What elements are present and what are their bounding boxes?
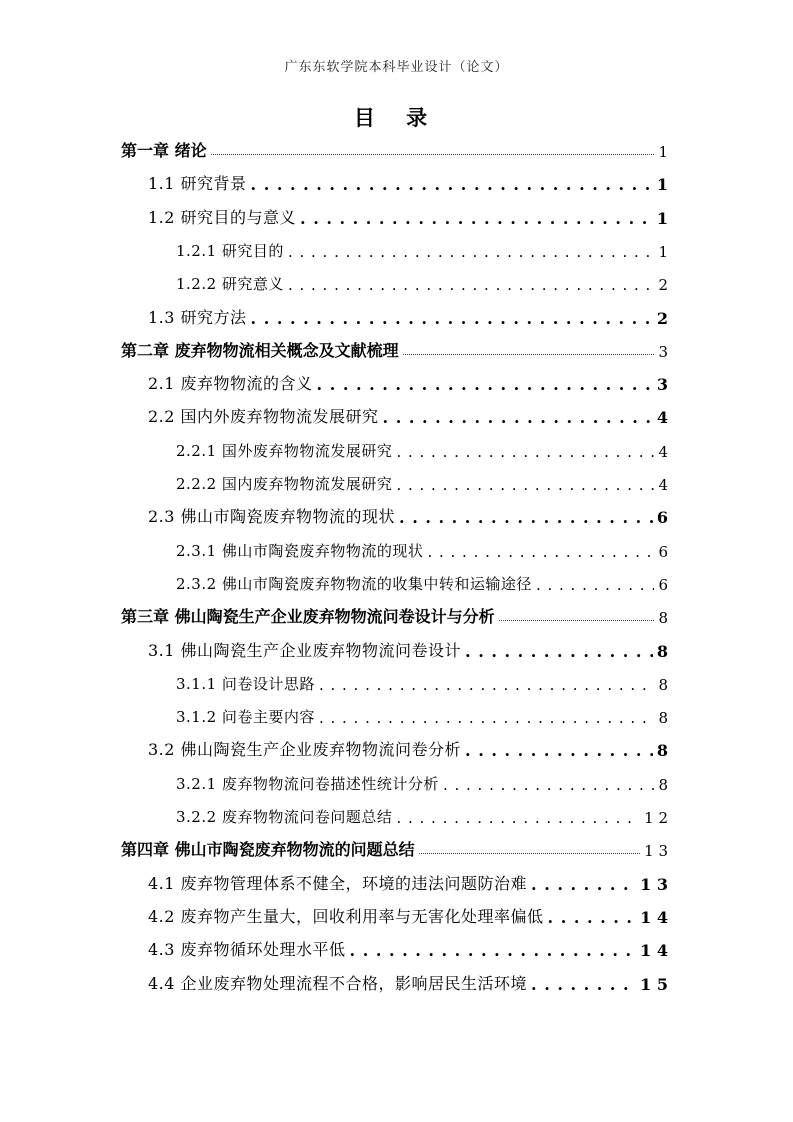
- toc-entry[interactable]: [148, 734, 668, 760]
- toc-entry-title: 2.3.2 佛山市陶瓷废弃物物流的收集中转和运输途径: [176, 574, 532, 593]
- toc-entry-title: 1.3 研究方法: [148, 307, 247, 327]
- toc-entry-title: 3.1.1 问卷设计思路: [176, 674, 315, 693]
- toc-leader-dots: [396, 809, 640, 827]
- toc-entry[interactable]: [121, 335, 668, 361]
- toc-leader-dots: [251, 175, 653, 194]
- toc-entry[interactable]: [148, 901, 668, 927]
- toc-entry[interactable]: [121, 601, 668, 627]
- toc-entry[interactable]: [148, 868, 668, 894]
- toc-entry[interactable]: [176, 568, 668, 594]
- toc-entry-title: 1.2.2 研究意义: [176, 275, 284, 294]
- toc-leader-dots: [465, 642, 653, 661]
- toc-entry-title: 3.2.1 废弃物物流问卷描述性统计分析: [176, 774, 439, 793]
- toc-entry-title: 3.1.2 问卷主要内容: [176, 708, 315, 727]
- toc-entry-title: 1.2.1 研究目的: [176, 241, 284, 260]
- toc-entry[interactable]: [176, 235, 668, 261]
- toc-page-number: 4: [658, 442, 668, 461]
- toc-leader-dots: [396, 476, 654, 494]
- toc-page-number: 1 4: [640, 941, 668, 961]
- toc-leader-dots: [536, 576, 655, 594]
- toc-page-number: 1: [658, 143, 668, 161]
- toc-page-number: 8: [658, 775, 668, 794]
- toc-leader-dots: [531, 975, 636, 994]
- toc-page-number: 1 3: [640, 874, 668, 894]
- toc-entry-title: 3.2.2 废弃物物流问卷问题总结: [176, 808, 393, 826]
- toc-entry[interactable]: [148, 401, 668, 427]
- toc-entry-title: 2.2.1 国外废弃物物流发展研究: [176, 441, 393, 460]
- toc-entry-title: 第三章 佛山陶瓷生产企业废弃物物流问卷设计与分析: [121, 607, 495, 627]
- toc-entry-title: 4.3 废弃物循环处理水平低: [148, 940, 346, 960]
- toc-leader-dots: [383, 408, 653, 427]
- toc-entry[interactable]: [176, 435, 668, 461]
- toc-page-number: 8: [656, 741, 668, 761]
- toc-entry[interactable]: [148, 501, 668, 527]
- toc-page-number: 4: [656, 408, 668, 428]
- toc-entry-title: 2.1 废弃物物流的含义: [148, 374, 313, 394]
- toc-leader-dots: [288, 276, 655, 294]
- toc-leader-dots: [399, 508, 653, 527]
- toc-leader-dots: [403, 353, 655, 355]
- toc-leader-dots: [317, 375, 653, 394]
- toc-entry[interactable]: [148, 968, 668, 994]
- toc-page-number: 3: [658, 342, 668, 361]
- toc-entry-title: 2.3.1 佛山市陶瓷废弃物物流的现状: [176, 541, 424, 560]
- toc-leader-dots: [350, 941, 637, 960]
- toc-entry-title: 2.2.2 国内废弃物物流发展研究: [176, 475, 393, 493]
- toc-entry[interactable]: [148, 368, 668, 394]
- toc-entry-title: 第一章 绪论: [121, 141, 207, 160]
- toc-leader-dots: [288, 243, 655, 261]
- toc-leader-dots: [427, 543, 654, 561]
- toc-page-number: 6: [658, 575, 668, 594]
- toc-leader-dots: [251, 309, 653, 328]
- toc-entry-title: 2.3 佛山市陶瓷废弃物物流的现状: [148, 507, 396, 527]
- toc-entry[interactable]: [176, 468, 668, 494]
- toc-entry-title: 2.2 国内外废弃物物流发展研究: [148, 407, 379, 427]
- toc-entry[interactable]: [176, 768, 668, 794]
- toc-leader-dots: [443, 776, 655, 794]
- toc-page-number: 3: [656, 375, 668, 395]
- toc-page-number: 1: [656, 175, 668, 195]
- toc-entry-title: 1.1 研究背景: [148, 174, 247, 194]
- toc-entry[interactable]: [148, 168, 668, 194]
- toc-page-number: 1: [656, 208, 668, 228]
- toc-entry-title: 第四章 佛山市陶瓷废弃物物流的问题总结: [121, 840, 415, 860]
- toc-entry[interactable]: [121, 834, 668, 860]
- toc-entry-title: 1.2 研究目的与意义: [148, 207, 297, 227]
- toc-page-number: 1 5: [640, 974, 668, 994]
- toc-page-number: 6: [656, 508, 668, 528]
- toc-page-number: 4: [658, 476, 668, 494]
- page-title: 目 录: [353, 106, 440, 130]
- toc-page-number: 2: [658, 276, 668, 295]
- toc-leader-dots: [531, 875, 636, 894]
- toc-page-number: 6: [658, 542, 668, 561]
- toc-page-number: 8: [656, 641, 668, 661]
- toc-leader-dots: [211, 153, 655, 155]
- toc-leader-dots: [465, 741, 653, 760]
- toc-entry-title: 4.4 企业废弃物处理流程不合格，影响居民生活环境: [148, 973, 528, 993]
- toc-page-number: 1 3: [644, 842, 668, 861]
- toc-entry-title: 3.2 佛山陶瓷生产企业废弃物物流问卷分析: [148, 740, 462, 760]
- toc-page-number: 8: [658, 675, 668, 694]
- toc-entry[interactable]: [121, 135, 668, 161]
- toc-page-number: 8: [658, 709, 668, 728]
- toc-leader-dots: [300, 209, 653, 228]
- toc-entry[interactable]: [148, 635, 668, 661]
- toc-leader-dots: [419, 852, 641, 854]
- toc-entry[interactable]: [176, 535, 668, 561]
- toc-entry-title: 4.2 废弃物产生量大，回收利用率与无害化处理率偏低: [148, 906, 544, 926]
- toc-leader-dots: [548, 908, 637, 927]
- toc-entry-title: 第二章 废弃物物流相关概念及文献梳理: [121, 340, 399, 360]
- toc-entry[interactable]: [148, 302, 668, 328]
- toc-page-number: 2: [656, 308, 668, 328]
- toc-page-number: 1: [658, 242, 668, 261]
- toc-entry[interactable]: [176, 668, 668, 694]
- toc-entry[interactable]: [176, 268, 668, 294]
- toc-entry[interactable]: [148, 202, 668, 228]
- toc-page-number: 1 4: [640, 907, 668, 927]
- toc-entry-title: 4.1 废弃物管理体系不健全，环境的违法问题防治难: [148, 873, 528, 893]
- toc-page-number: 1 2: [644, 809, 668, 827]
- running-header: 广东东软学院本科毕业设计（论文）: [284, 60, 509, 75]
- toc-entry-title: 3.1 佛山陶瓷生产企业废弃物物流问卷设计: [148, 640, 462, 660]
- toc-leader-dots: [396, 443, 654, 461]
- toc-leader-dots: [499, 619, 655, 621]
- toc-entry[interactable]: [176, 801, 668, 827]
- toc-page-number: 8: [658, 609, 668, 628]
- toc-leader-dots: [319, 709, 655, 727]
- toc-entry[interactable]: [148, 934, 668, 960]
- toc-entry[interactable]: [176, 701, 668, 727]
- toc-leader-dots: [319, 676, 655, 694]
